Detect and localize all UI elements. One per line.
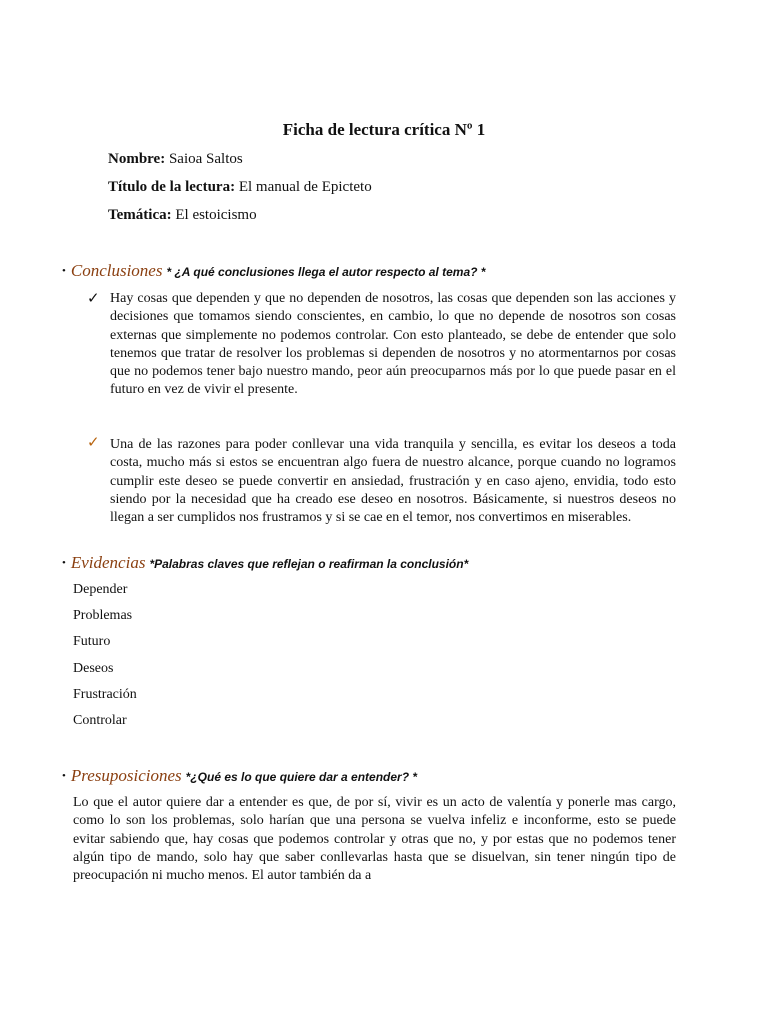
keyword-list (73, 581, 137, 738)
section-question: *¿Qué es lo que quiere dar a entender? * (185, 770, 418, 784)
conclusion-paragraph-2: Una de las razones para poder conllevar una vida tranquila y sencilla, es evitar los deseos a toda costa, mucho más si estos se encuentran algo fuera de nuestro alcance, porque cuando no logramos cumplir este deseo se puede convertir en ansiedad, frustración y en caso ajeno, envidia, todo esto siendo por la necesidad que ha creado ese deseo en nosotros. Básicamente, si nuestros deseos no llegan a ser cumplidos nos frustramos y si se cae en el temor, nos convertimos en miserables. (110, 437, 676, 526)
field-value: El estoicismo (175, 207, 257, 223)
section-presuposiciones-heading (62, 766, 417, 786)
field-label: Nombre: (108, 151, 166, 167)
conclusion-paragraph-1: Hay cosas que dependen y que no dependen de nosotros, las cosas que dependen son las acciones y decisiones que tomamos siendo conscientes, en cambio, lo que no depende de nosotros son cosas externas que simplemente no podemos controlar. Con esto planteado, se debe de entender que solo tenemos que tratar de resolver los problemas si dependen de nosotros y no atormentarnos por cosas que no podemos tener bajo nuestro mando, peor aún preocuparnos más por lo que puede pasar en el futuro en vez de vivir el presente. (110, 291, 676, 398)
field-value: Saioa Saltos (168, 151, 243, 167)
field-tematica (108, 207, 257, 224)
field-label: Título de la lectura: (108, 179, 236, 195)
list-item: Futuro (73, 634, 111, 650)
section-title: Presuposiciones (70, 766, 182, 785)
section-question: * ¿A qué conclusiones llega el autor respecto al tema? * (166, 265, 486, 279)
checkmark-icon: ✓ (87, 435, 100, 451)
field-label: Temática: (108, 207, 172, 223)
presuposiciones-paragraph: Lo que el autor quiere dar a entender es que, de por sí, vivir es un acto de valentía y ponerle mas cargo, como lo son los problemas, solo harían que una persona se vuelva infeliz e inconforme, esto se puede evitar sabiendo que, hay cosas que podemos controlar y otras que no, y por estas que no podemos tener algún tipo de mando, solo hay que saber conllevarlas hasta que se disuelvan, sin tener ningún tipo de preocupación ni mucho menos. El autor también da a (73, 795, 676, 884)
bullet-icon: • (62, 557, 66, 569)
section-conclusiones-heading (62, 261, 485, 281)
list-item: Controlar (73, 712, 127, 728)
section-title: Conclusiones (70, 261, 163, 280)
section-question: *Palabras claves que reflejan o reafirman la conclusión* (149, 557, 469, 571)
bullet-icon: • (62, 770, 66, 782)
section-title: Evidencias (70, 553, 146, 572)
list-item: Frustración (73, 686, 137, 702)
field-nombre (108, 151, 243, 168)
list-item: Problemas (73, 608, 133, 624)
bullet-icon: • (62, 265, 66, 277)
list-item: Depender (73, 582, 128, 597)
section-evidencias-heading (62, 553, 468, 573)
checkmark-icon: ✓ (87, 291, 100, 307)
list-item: Deseos (73, 660, 114, 676)
document-title: Ficha de lectura crítica Nº 1 (282, 120, 486, 139)
field-titulo (108, 179, 372, 196)
field-value: El manual de Epicteto (238, 179, 372, 195)
